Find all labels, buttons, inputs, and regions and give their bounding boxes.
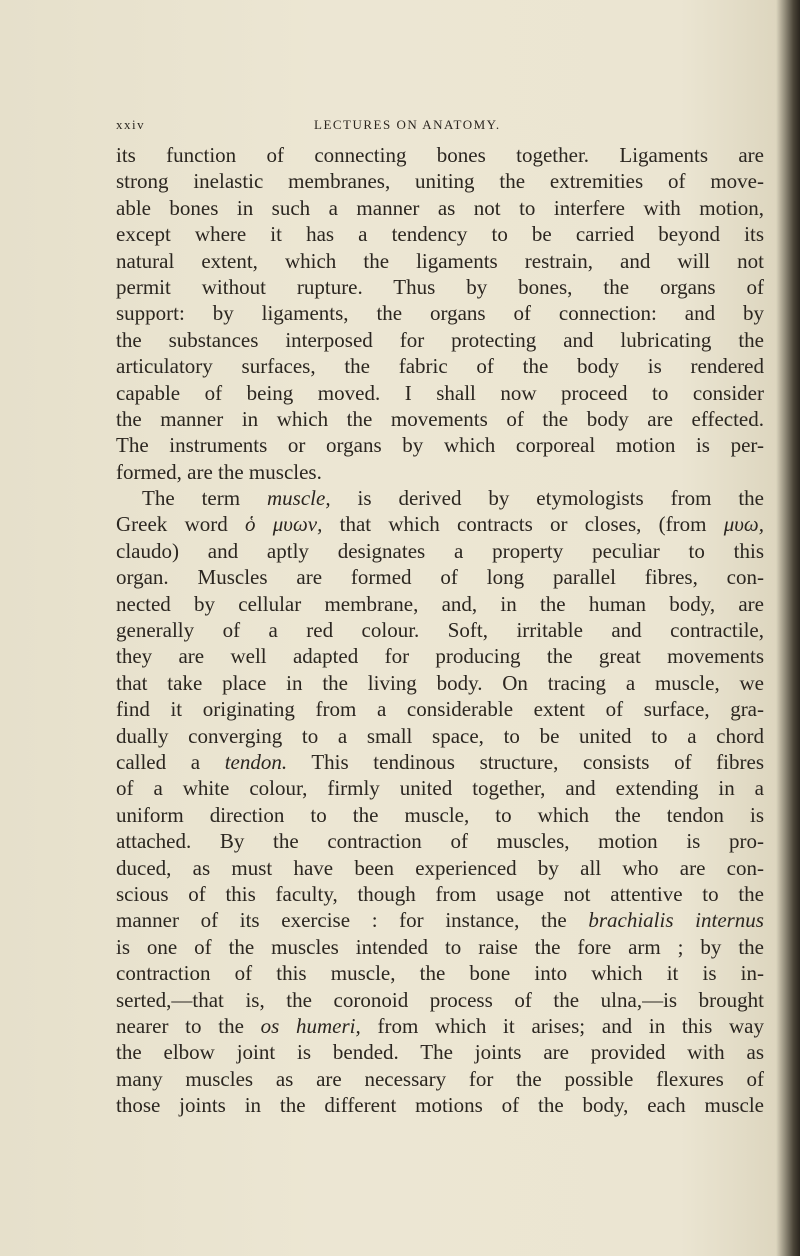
text-line: serted,—that is, the coronoid process of the ulna,—is brought [116,987,764,1012]
text-line: its function of connecting bones together. Ligaments are [116,143,764,167]
text-line [116,485,764,511]
text-line: able bones in such a manner as not to interfere with motion, [116,195,764,220]
text-line: is one of the muscles intended to raise the fore arm ; by the [116,934,764,959]
italic-term: brachialis internus [588,908,764,933]
text-run: is derived by etymologists from the [330,486,764,511]
text-run: manner of its exercise : for instance, the [116,908,589,933]
text-line [116,749,764,775]
text-line: permit without rupture. Thus by bones, the organs of [116,274,764,299]
text-line: the elbow joint is bended. The joints are provided with as [116,1040,764,1065]
page-number: xxiv [116,117,146,132]
italic-term: tendon. [224,749,288,774]
text-line: nected by cellular membrane, and, in the human body, are [116,591,764,616]
text-line: contraction of this muscle, the bone into which it is in- [116,961,764,986]
greek-term: ὁ μυων, [245,512,323,537]
text-line: of a white colour, firmly united together, and extending in a [116,776,764,801]
text-line: strong inelastic membranes, uniting the extremities of move- [116,169,764,194]
text-line: claudo) and aptly designates a property peculiar to this [116,538,764,563]
text-line: The instruments or organs by which corporeal motion is per- [116,433,764,458]
text-run: called a [116,749,225,774]
text-run: The term [142,486,268,511]
text-run: nearer to the [116,1013,261,1038]
text-line: find it originating from a considerable extent of surface, gra- [116,697,764,722]
text-line: duced, as must have been experienced by all who are con- [116,855,764,880]
text-line: formed, are the muscles. [116,459,322,484]
text-line: that take place in the living body. On tracing a muscle, we [116,670,764,695]
greek-term: μυω, [723,512,764,537]
text-line: the substances interposed for protecting and lubricating the [116,327,764,352]
text-run: from which it arises; and in this way [360,1013,764,1038]
text-line: natural extent, which the ligaments restrain, and will not [116,248,764,273]
body-text [116,142,764,1118]
text-line: articulatory surfaces, the fabric of the body is rendered [116,354,764,379]
text-line [116,907,764,933]
running-title: LECTURES ON ANATOMY. [314,117,501,132]
text-line: scious of this faculty, though from usage not attentive to the [116,881,764,906]
text-line: capable of being moved. I shall now proceed to consider [116,380,764,405]
text-line: except where it has a tendency to be carried beyond its [116,222,764,247]
text-line: organ. Muscles are formed of long parallel fibres, con- [116,565,764,590]
text-run: that which contracts or closes, (from [322,512,724,537]
text-line: support: by ligaments, the organs of connection: and by [116,301,764,326]
text-line: they are well adapted for producing the great movements [116,644,764,669]
text-line [116,511,764,537]
text-run: This tendinous structure, consists of fibres [287,749,764,774]
text-run: Greek word [116,512,245,537]
text-line: the manner in which the movements of the body are effected. [116,406,764,431]
text-line: those joints in the different motions of the body, each muscle [116,1093,764,1118]
italic-term: muscle, [267,486,331,511]
text-line [116,1013,764,1039]
text-line: dually converging to a small space, to be united to a chord [116,723,764,748]
italic-term: os humeri, [260,1013,361,1038]
text-line: generally of a red colour. Soft, irritable and contractile, [116,618,764,643]
text-line: many muscles as are necessary for the possible flexures of [116,1066,764,1091]
text-line: attached. By the contraction of muscles, motion is pro- [116,829,764,854]
text-line: uniform direction to the muscle, to which the tendon is [116,802,764,827]
